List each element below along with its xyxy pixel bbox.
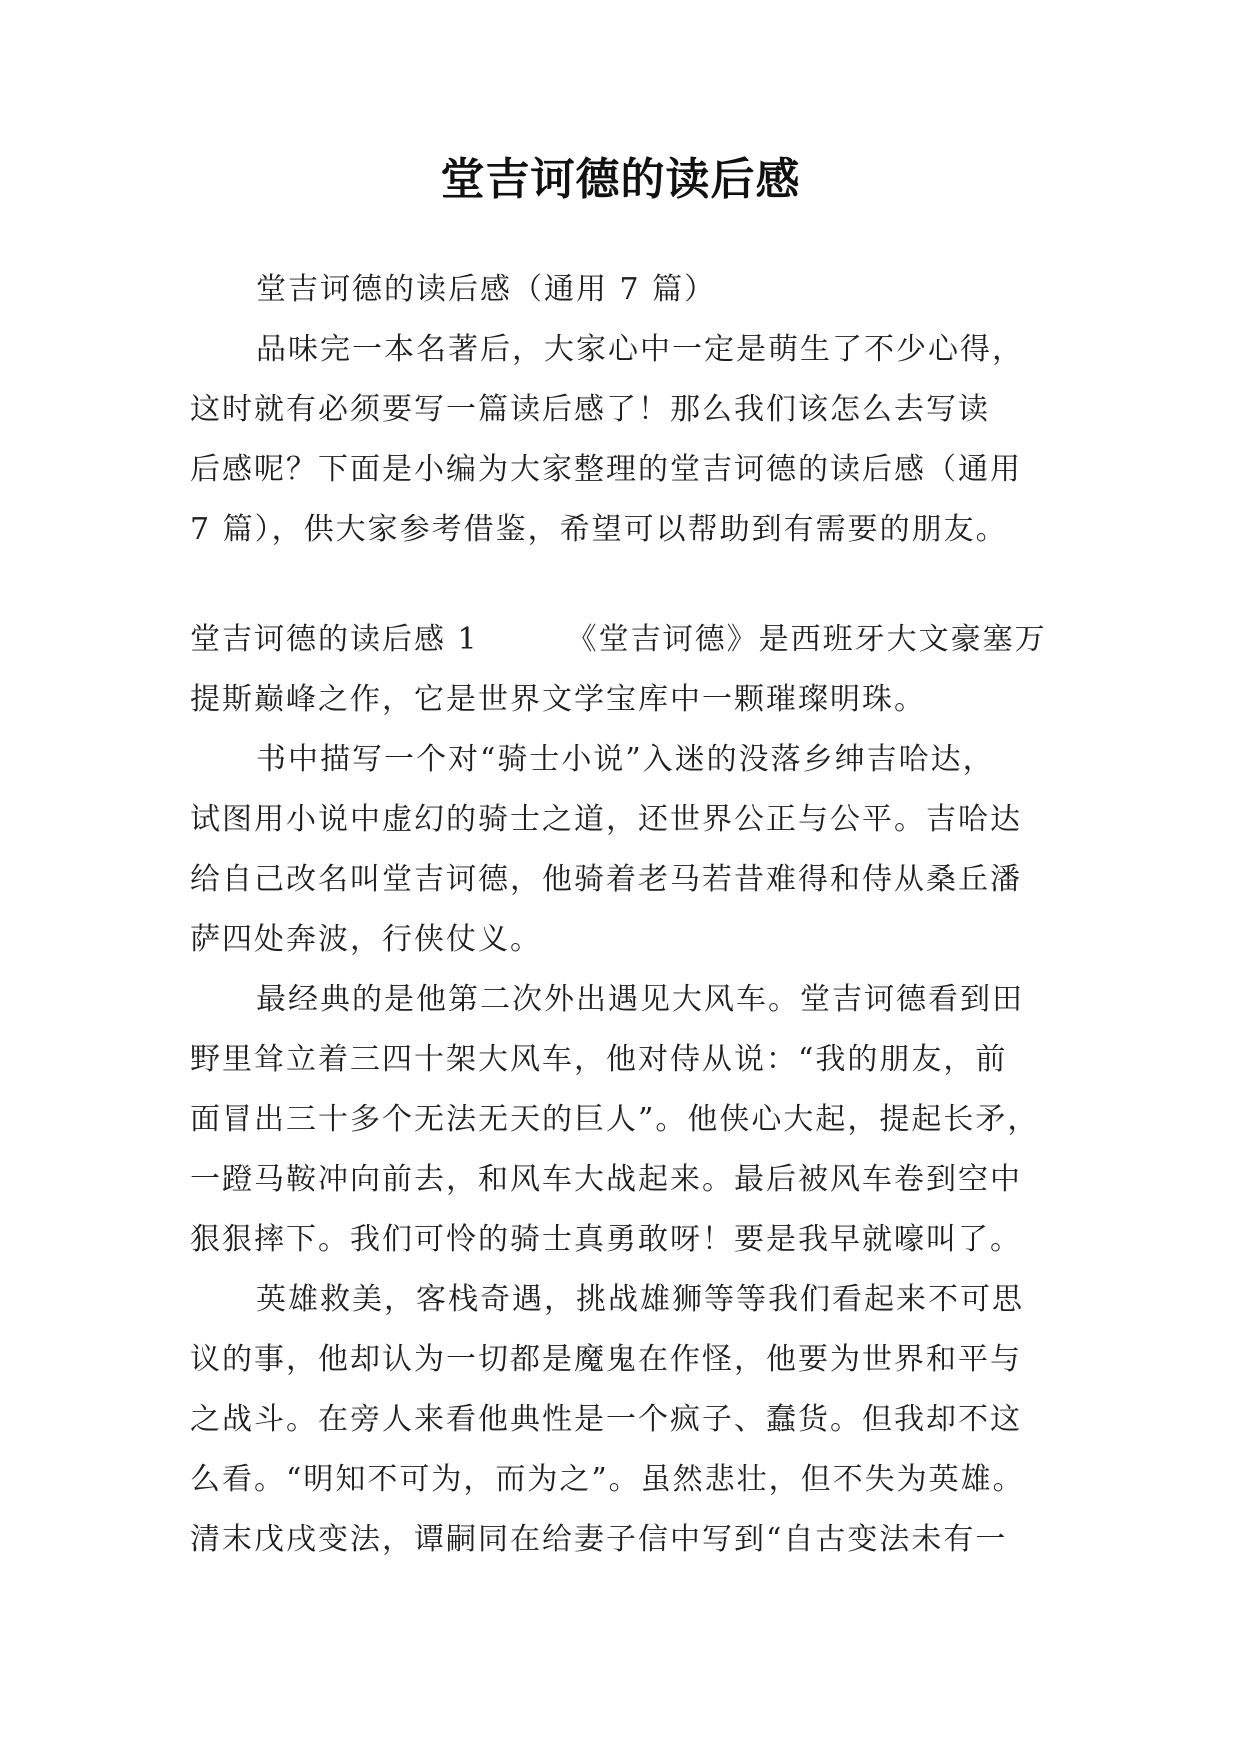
paragraph-line: 么看。“明知不可为，而为之”。虽然悲壮，但不失为英雄。 xyxy=(190,1462,1025,1497)
intro-line: 品味完一本名著后，大家心中一定是萌生了不少心得， xyxy=(256,332,1024,367)
paragraph-line: 清末戊戌变法，谭嗣同在给妻子信中写到“自古变法未有一 xyxy=(190,1522,1008,1557)
intro-line: 这时就有必须要写一篇读后感了！那么我们该怎么去写读 xyxy=(190,392,990,427)
section-gap xyxy=(190,560,1060,610)
intro-line: 7 篇），供大家参考借鉴，希望可以帮助到有需要的朋友。 xyxy=(190,512,1008,547)
paragraph-line: 试图用小说中虚幻的骑士之道，还世界公正与公平。吉哈达 xyxy=(190,802,1022,837)
paragraph-line: 面冒出三十多个无法无天的巨人”。他侠心大起，提起长矛， xyxy=(190,1102,1040,1137)
paragraph-line: 议的事，他却认为一切都是魔鬼在作怪，他要为世界和平与 xyxy=(190,1342,1022,1377)
intro-line: 后感呢？下面是小编为大家整理的堂吉诃德的读后感（通用 xyxy=(190,452,1022,487)
document-body xyxy=(190,260,1060,1570)
section-first-line: 《堂吉诃德》是西班牙大文豪塞万 xyxy=(566,622,1047,657)
section-heading-row xyxy=(190,610,1060,670)
paragraph-line: 一蹬马鞍冲向前去，和风车大战起来。最后被风车卷到空中 xyxy=(190,1162,1022,1197)
document-subtitle: 堂吉诃德的读后感（通用 7 篇） xyxy=(256,272,717,307)
paragraph-line: 英雄救美，客栈奇遇，挑战雄狮等等我们看起来不可思 xyxy=(256,1282,1024,1317)
paragraph-line: 野里耸立着三四十架大风车，他对侍从说：“我的朋友，前 xyxy=(190,1042,1008,1077)
section-heading: 堂吉诃德的读后感 1 xyxy=(190,622,479,657)
paragraph-line: 最经典的是他第二次外出遇见大风车。堂吉诃德看到田 xyxy=(256,982,1024,1017)
paragraph-line: 之战斗。在旁人来看他典性是一个疯子、蠢货。但我却不这 xyxy=(190,1402,1022,1437)
paragraph-line: 提斯巅峰之作，它是世界文学宝库中一颗璀璨明珠。 xyxy=(190,682,926,717)
paragraph-line: 萨四处奔波，行侠仗义。 xyxy=(190,922,542,957)
document-title: 堂吉诃德的读后感 xyxy=(440,154,801,205)
paragraph-line: 给自己改名叫堂吉诃德，他骑着老马若昔难得和侍从桑丘潘 xyxy=(190,862,1022,897)
paragraph-line: 狠狠摔下。我们可怜的骑士真勇敢呀！要是我早就嚎叫了。 xyxy=(190,1222,1022,1257)
paragraph-line: 书中描写一个对“骑士小说”入迷的没落乡绅吉哈达， xyxy=(256,742,995,777)
